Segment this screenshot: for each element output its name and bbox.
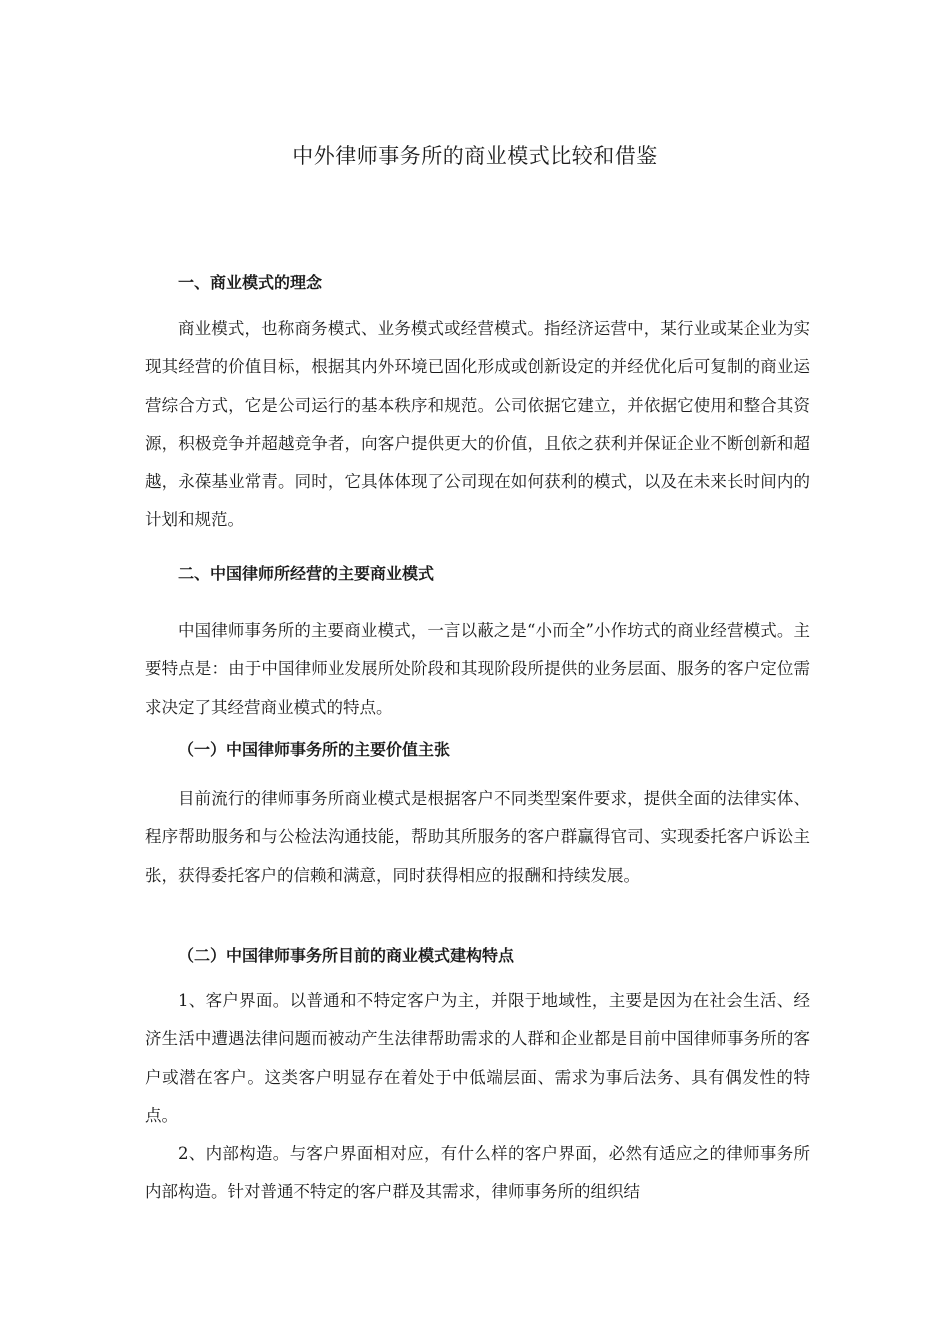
subsection-2-paragraph-2: 2、内部构造。与客户界面相对应，有什么样的客户界面，必然有适应之的律师事务所内部构造。针对普通不特定的客户群及其需求，律师事务所的组织结: [145, 1144, 810, 1202]
document-title: 中外律师事务所的商业模式比较和借鉴: [292, 144, 658, 168]
subsection-heading-2: （二）中国律师事务所目前的商业模式建构特点: [178, 946, 515, 965]
subsection-heading-1: （一）中国律师事务所的主要价值主张: [178, 740, 451, 759]
section-2-paragraph: 中国律师事务所的主要商业模式，一言以蔽之是“小而全”小作坊式的商业经营模式。主要特点是：由于中国律师业发展所处阶段和其现阶段所提供的业务层面、服务的客户定位需求决定了其经营商业模式的特点。: [145, 621, 810, 717]
subsection-2-paragraph-1: 1、客户界面。以普通和不特定客户为主，并限于地域性，主要是因为在社会生活、经济生活中遭遇法律问题而被动产生法律帮助需求的人群和企业都是目前中国律师事务所的客户或潜在客户。这类客户明显存在着处于中低端层面、需求为事后法务、具有偶发性的特点。: [145, 991, 810, 1125]
section-1-paragraph: 商业模式，也称商务模式、业务模式或经营模式。指经济运营中，某行业或某企业为实现其经营的价值目标，根据其内外环境已固化形成或创新设定的并经优化后可复制的商业运营综合方式，它是公司运行的基本秩序和规范。公司依据它建立，并依据它使用和整合其资源，积极竞争并超越竞争者，向客户提供更大的价值，且依之获利并保证企业不断创新和超越，永葆基业常青。同时，它具体体现了公司现在如何获利的模式，以及在未来长时间内的计划和规范。: [145, 319, 810, 530]
section-heading-1: 一、商业模式的理念: [178, 273, 323, 292]
section-heading-2: 二、中国律师所经营的主要商业模式: [178, 564, 435, 583]
subsection-1-paragraph: 目前流行的律师事务所商业模式是根据客户不同类型案件要求，提供全面的法律实体、程序帮助服务和与公检法沟通技能，帮助其所服务的客户群赢得官司、实现委托客户诉讼主张，获得委托客户的信赖和满意，同时获得相应的报酬和持续发展。: [145, 789, 810, 885]
